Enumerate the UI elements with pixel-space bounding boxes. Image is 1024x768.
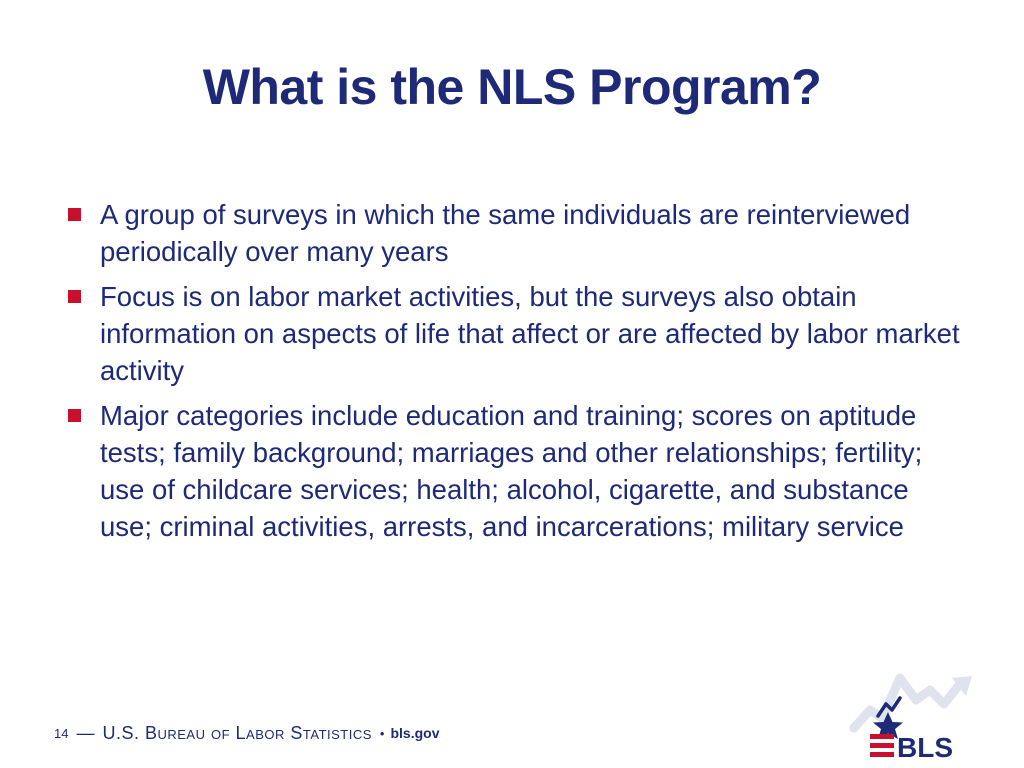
logo-stripe — [870, 743, 894, 748]
bullet-item — [64, 397, 964, 545]
square-bullet-icon — [68, 208, 81, 221]
logo-stripe — [870, 752, 894, 757]
slide-title: What is the NLS Program? — [202, 59, 822, 115]
footer-separator: — — [76, 722, 95, 743]
square-bullet-icon — [68, 290, 81, 303]
organization-name: U.S. Bureau of Labor Statistics — [102, 722, 372, 743]
logo-chart-line — [854, 678, 960, 728]
page-number: 14 — [54, 725, 69, 741]
bullet-text: Focus is on labor market activities, but the surveys also obtain information on aspects of life that affect or are affected by labor market activity — [100, 281, 960, 386]
website-link[interactable]: bls.gov — [390, 725, 440, 741]
bullet-text: Major categories include education and training; scores on aptitude tests; family background; marriages and other relationships; fertility; use of childcare services; health; alcohol, cigarette, and substance use; criminal activities, arrests, and incarcerations; military service — [100, 400, 923, 542]
slide-footer — [54, 720, 440, 746]
square-bullet-icon — [68, 409, 81, 422]
logo-stripe — [870, 734, 894, 739]
bullet-item — [64, 196, 964, 270]
bullet-item — [64, 278, 964, 389]
bls-logo — [848, 656, 976, 762]
bullet-text: A group of surveys in which the same individuals are reinterviewed periodically over many years — [100, 199, 911, 267]
footer-bullet: • — [379, 725, 385, 741]
bullet-list — [64, 196, 964, 553]
logo-text: BLS — [897, 732, 953, 762]
